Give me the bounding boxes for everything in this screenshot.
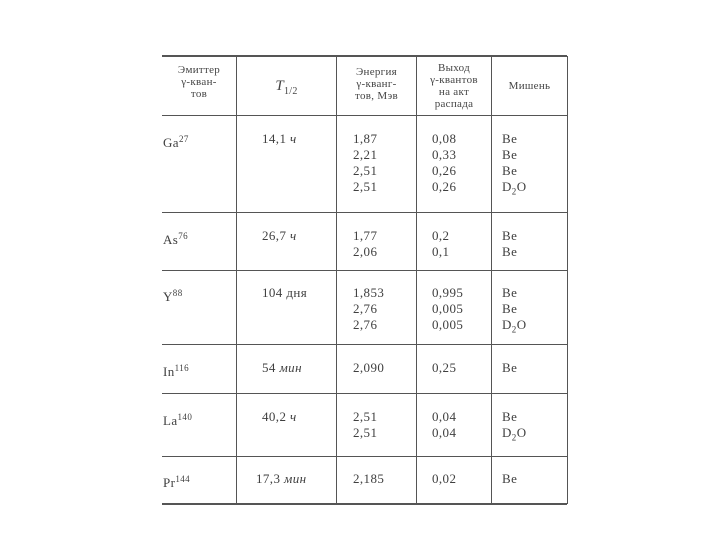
emitter-cell: Pr$^{144}$ (163, 474, 191, 490)
energy-cell: 1,853 2,76 2,76 (353, 285, 385, 332)
column-divider (567, 56, 568, 504)
table-bottom-rule (162, 503, 567, 505)
energy-cell: 1,87 2,21 2,51 2,51 (353, 131, 378, 194)
energy-cell: 2,090 (353, 360, 385, 375)
emitter-cell: La$^{140}$ (163, 412, 193, 428)
yield-cell: 0,08 0,33 0,26 0,26 (432, 131, 457, 194)
halflife-cell: 54 мин (262, 360, 302, 375)
column-divider (336, 56, 337, 504)
row-divider (162, 270, 567, 271)
header-energy: Энергия γ-кванг- тов, Мэв (355, 66, 398, 102)
row-divider (162, 456, 567, 457)
energy-cell: 2,185 (353, 471, 385, 486)
yield-cell: 0,25 (432, 360, 457, 375)
row-divider (162, 393, 567, 394)
header-bottom-rule (162, 115, 567, 116)
column-divider (491, 56, 492, 504)
emitter-cell: $Y^{88}$ (163, 288, 183, 304)
halflife-cell: 104 дня (262, 285, 308, 300)
target-cell: Be (502, 471, 518, 486)
row-divider (162, 344, 567, 345)
column-divider (416, 56, 417, 504)
yield-cell: 0,2 0,1 (432, 228, 450, 259)
halflife-cell: 14,1 ч (262, 131, 297, 146)
column-divider (236, 56, 237, 504)
target-cell: Be Be (502, 228, 518, 259)
halflife-cell: 17,3 мин (256, 471, 307, 486)
target-cell: Be (502, 360, 518, 375)
header-target: Мишень (508, 80, 551, 92)
energy-cell: 1,77 2,06 (353, 228, 378, 259)
target-cell: Be Be $D_2O$ (502, 285, 527, 335)
yield-cell: 0,995 0,005 0,005 (432, 285, 464, 332)
header-yield: Выход γ-квантов на акт распада (430, 62, 478, 110)
header-emitter: Эмиттер γ-кван- тов (177, 64, 221, 100)
table-top-rule (162, 55, 567, 57)
halflife-cell: 40,2 ч (262, 409, 297, 424)
emitter-cell: In$^{116}$ (163, 363, 190, 379)
target-cell: Be $D_2O$ (502, 409, 527, 443)
target-cell: Be Be Be $D_2O$ (502, 131, 527, 197)
yield-cell: 0,04 0,04 (432, 409, 457, 440)
energy-cell: 2,51 2,51 (353, 409, 378, 440)
yield-cell: 0,02 (432, 471, 457, 486)
emitter-cell: As$^{76}$ (163, 231, 189, 247)
halflife-cell: 26,7 ч (262, 228, 297, 243)
emitter-cell: Ga$^{27}$ (163, 134, 189, 150)
row-divider (162, 212, 567, 213)
header-halflife: $T_{1/2}$ (275, 78, 298, 97)
